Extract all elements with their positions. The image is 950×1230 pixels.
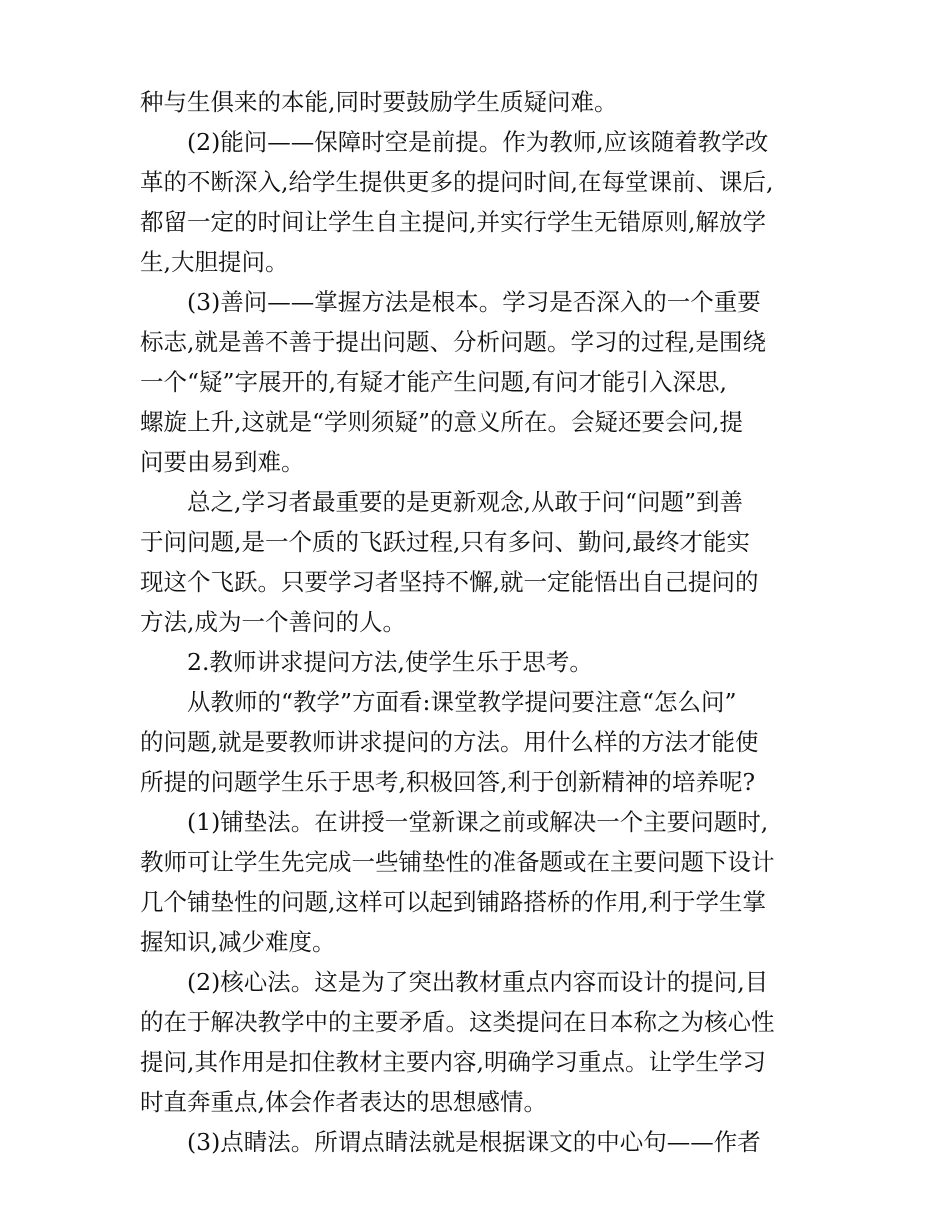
text-line: 的问题,就是要教师讲求提问的方法。用什么样的方法才能使 [140,728,759,756]
text-line: (2)核心法。这是为了突出教材重点内容而设计的提问,目 [187,968,769,996]
text-line: 总之,学习者最重要的是更新观念,从敢于问“问题”到善 [187,488,743,516]
text-line: 一个“疑”字展开的,有疑才能产生问题,有问才能引入深思, [140,368,727,396]
text-line: (1)铺垫法。在讲授一堂新课之前或解决一个主要问题时, [187,808,769,836]
text-line: (3)点睛法。所谓点睛法就是根据课文的中心句——作者 [187,1128,761,1156]
text-line: 生,大胆提问。 [140,248,289,276]
text-line: 现这个飞跃。只要学习者坚持不懈,就一定能悟出自己提问的 [140,568,759,596]
document-body [140,82,820,1162]
text-line: 都留一定的时间让学生自主提问,并实行学生无错原则,解放学 [140,208,766,236]
text-line: 提问,其作用是扣住教材主要内容,明确学习重点。让学生学习 [140,1048,766,1076]
text-line: 握知识,减少难度。 [140,928,336,956]
text-line: 2.教师讲求提问方法,使学生乐于思考。 [187,648,593,676]
text-line: 的在于解决教学中的主要矛盾。这类提问在日本称之为核心性 [140,1008,775,1036]
text-line: 革的不断深入,给学生提供更多的提问时间,在每堂课前、课后, [140,168,774,196]
text-line: 从教师的“教学”方面看:课堂教学提问要注意“怎么问” [187,688,737,716]
text-line: 教师可让学生先完成一些铺垫性的准备题或在主要问题下设计 [140,848,775,876]
text-line: 于问问题,是一个质的飞跃过程,只有多问、勤问,最终才能实 [140,528,750,556]
text-line: (3)善问——掌握方法是根本。学习是否深入的一个重要 [187,288,761,316]
text-line: 所提的问题学生乐于思考,积极回答,利于创新精神的培养呢? [140,768,756,796]
text-line: 几个铺垫性的问题,这样可以起到铺路搭桥的作用,利于学生掌 [140,888,766,916]
text-line: 问要由易到难。 [140,448,305,476]
text-line: (2)能问——保障时空是前提。作为教师,应该随着教学改 [187,128,769,156]
text-line: 时直奔重点,体会作者表达的思想感情。 [140,1088,547,1116]
text-line: 标志,就是善不善于提出问题、分析问题。学习的过程,是围绕 [140,328,766,356]
text-line: 螺旋上升,这就是“学则须疑”的意义所在。会疑还要会问,提 [140,408,743,436]
text-line: 种与生俱来的本能,同时要鼓励学生质疑问难。 [140,88,618,116]
text-line: 方法,成为一个善问的人。 [140,608,406,636]
